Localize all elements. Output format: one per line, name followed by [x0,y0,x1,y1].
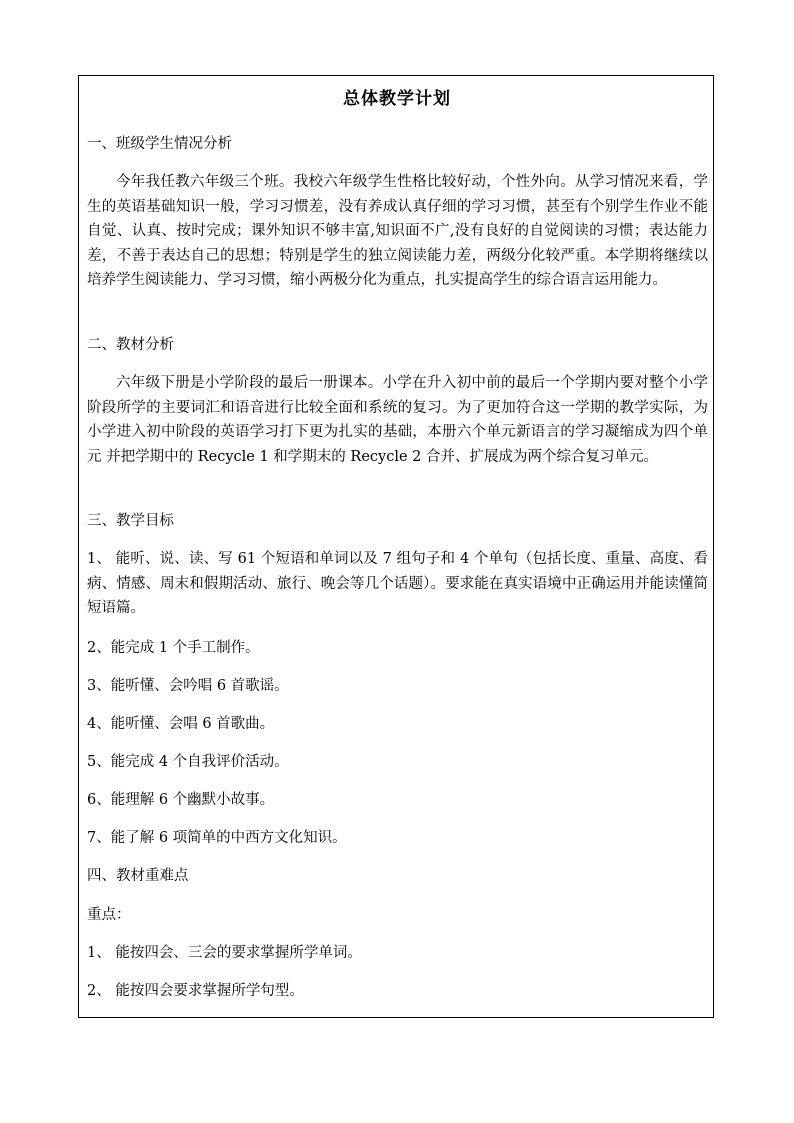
goal-item-2: 2、能完成 1 个手工制作。 [87,640,260,656]
goal-item-6: 6、能理解 6 个幽默小故事。 [87,792,275,808]
goal-item-5: 5、能完成 4 个自我评价活动。 [87,754,289,770]
paragraph-class-analysis: 今年我任教六年级三个班。我校六年级学生性格比较好动，个性外向。从学习情况来看，学生的英语基础知识一般，学习习惯差，没有养成认真仔细的学习习惯，甚至有个别学生作业不能自觉、认真、按时完成；课外知识不够丰富,知识面不广,没有良好的自觉阅读的习惯；表达能力差，不善于表达自己的思想；特别是学生的独立阅读能力差，两级分化较严重。本学期将继续以培养学生阅读能力、学习习惯，缩小两极分化为重点，扎实提高学生的综合语言运用能力。 [87,174,708,288]
goal-item-4: 4、能听懂、会唱 6 首歌曲。 [87,716,275,732]
section-heading-key-difficult-points: 四、教材重难点 [87,868,189,884]
goal-item-3: 3、能听懂、会吟唱 6 首歌谣。 [87,678,289,694]
section-heading-textbook-analysis: 二、教材分析 [87,337,174,353]
key-points-label: 重点： [87,907,131,923]
section-heading-teaching-goals: 三、教学目标 [87,513,174,529]
key-point-1: 1、 能按四会、三会的要求掌握所学单词。 [87,945,362,961]
key-point-2: 2、 能按四会要求掌握所学句型。 [87,983,304,999]
document-title: 总体教学计划 [343,89,451,109]
paragraph-textbook-analysis: 六年级下册是小学阶段的最后一册课本。小学在升入初中前的最后一个学期内要对整个小学阶段所学的主要词汇和语音进行比较全面和系统的复习。为了更加符合这一学期的教学实际，为小学进入初中阶段的英语学习打下更为扎实的基础，本册六个单元新语言的学习凝缩成为四个单元 并把学期中的 Recycle 1 和学期末的 Recycle 2 合并、扩展成为两个综合复习单元。 [87,375,708,465]
goal-item-7: 7、能了解 6 项简单的中西方文化知识。 [87,830,347,846]
goal-item-1: 1、 能听、说、读、写 61 个短语和单词以及 7 组句子和 4 个单句（包括长度、重量、高度、看病、情感、周末和假期活动、旅行、晚会等几个话题）。要求能在真实语境中正确运用并能读懂简短语篇。 [87,551,708,616]
section-heading-class-analysis: 一、班级学生情况分析 [87,136,232,152]
